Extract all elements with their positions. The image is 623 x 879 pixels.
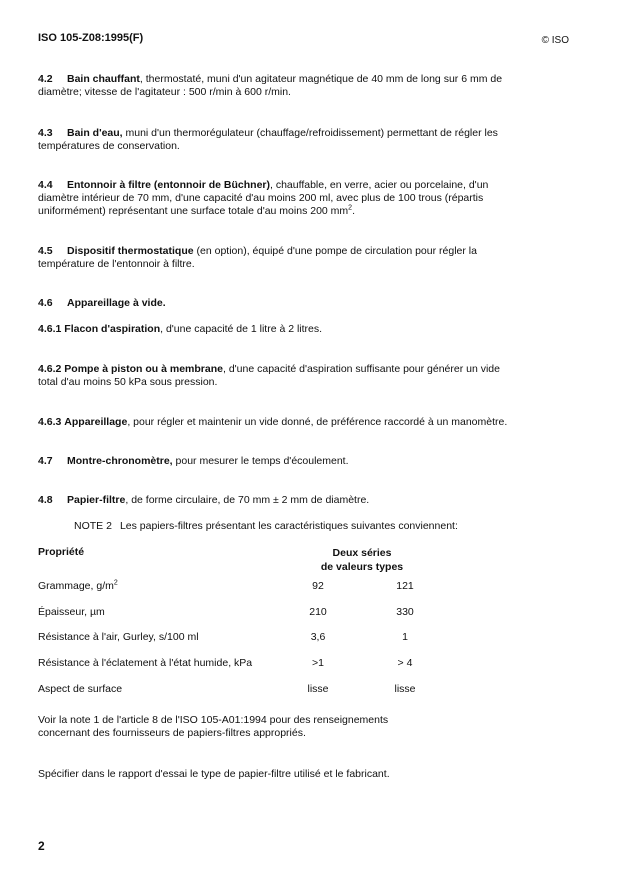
reference-note [38, 714, 558, 740]
section-number: 4.6 [38, 297, 53, 309]
section-number: 4.5 [38, 245, 53, 257]
section-number: 4.7 [38, 455, 53, 467]
table-cell-value-1: 3,6 [310, 631, 326, 643]
table-cell-property: Épaisseur, µm [38, 606, 105, 618]
section-4-6-2 [38, 363, 558, 389]
section-4-4 [38, 179, 558, 218]
section-text: uniformément) représentant une surface totale d'au moins 200 mm [38, 205, 349, 217]
section-4-6-3 [38, 416, 598, 429]
section-text: diamètre intérieur de 70 mm, d'une capacité d'au moins 200 ml, avec plus de 100 trous (répartis [38, 192, 484, 204]
section-title: Flacon d'aspiration [64, 323, 161, 335]
section-text: , pour régler et maintenir un vide donné, de préférence raccordé à un manomètre. [127, 416, 508, 428]
section-title: Bain chauffant [67, 73, 140, 85]
section-text: , thermostaté, muni d'un agitateur magnétique de 40 mm de long sur 6 mm de [139, 73, 503, 85]
table-cell-value-2: 330 [396, 606, 414, 618]
section-4-3 [38, 127, 558, 153]
table-row [38, 631, 538, 645]
table-header-values-line1: Deux séries [332, 547, 392, 559]
section-number: 4.6.1 [38, 323, 62, 335]
section-text: total d'au moins 50 kPa sous pression. [38, 376, 218, 388]
section-number: 4.8 [38, 494, 53, 506]
table-cell-value-2: > 4 [397, 657, 413, 669]
copyright-mark: © ISO [541, 35, 569, 46]
section-title: Montre-chronomètre, [67, 455, 173, 467]
superscript: 2 [348, 204, 353, 212]
section-text: muni d'un thermorégulateur (chauffage/refroidissement) permettant de régler les [122, 127, 498, 139]
section-text: , chauffable, en verre, acier ou porcelaine, d'un [270, 179, 489, 191]
table-cell-property: Aspect de surface [38, 683, 123, 695]
table-row [38, 657, 538, 671]
section-text: température de l'entonnoir à filtre. [38, 258, 195, 270]
section-title: Papier-filtre [67, 494, 126, 506]
table-header-values [300, 546, 424, 574]
section-text: . [352, 205, 355, 217]
section-text: températures de conservation. [38, 140, 180, 152]
section-text: , d'une capacité de 1 litre à 2 litres. [160, 323, 323, 335]
section-4-6 [38, 297, 558, 310]
table-cell-property: Résistance à l'air, Gurley, s/100 ml [38, 631, 199, 643]
note-label: NOTE 2 [74, 520, 112, 532]
page-number: 2 [38, 839, 45, 853]
note-text: Les papiers-filtres présentant les caractéristiques suivantes conviennent: [119, 520, 458, 532]
section-title: Pompe à piston ou à membrane [64, 363, 223, 375]
section-4-8 [38, 494, 558, 507]
section-number: 4.6.3 [38, 416, 62, 428]
table-cell-property: Résistance à l'éclatement à l'état humide, kPa [38, 657, 253, 669]
table-cell-value-1: 210 [309, 606, 327, 618]
table-cell-value-1: >1 [312, 657, 324, 669]
section-text: , de forme circulaire, de 70 mm ± 2 mm de diamètre. [125, 494, 370, 506]
document-id: ISO 105-Z08:1995(F) [38, 32, 144, 44]
table-cell-value-2: lisse [394, 683, 416, 695]
section-4-6-1 [38, 323, 558, 336]
table-header-property: Propriété [38, 546, 85, 558]
section-title: Dispositif thermostatique [67, 245, 194, 257]
table-row [38, 683, 538, 697]
table-row [38, 580, 538, 594]
closing-paragraph: Spécifier dans le rapport d'essai le type de papier-filtre utilisé et le fabricant. [38, 768, 390, 780]
table-cell-value-2: 1 [402, 631, 408, 643]
superscript: 2 [113, 579, 118, 587]
section-text: diamètre; vitesse de l'agitateur : 500 r/min à 600 r/min. [38, 86, 291, 98]
section-number: 4.3 [38, 127, 53, 139]
section-text: (en option), équipé d'une pompe de circulation pour régler la [193, 245, 477, 257]
table-cell-value-1: lisse [307, 683, 329, 695]
section-number: 4.6.2 [38, 363, 62, 375]
note-2 [74, 520, 574, 533]
table-header-values-line2: de valeurs types [320, 561, 404, 573]
section-text: , d'une capacité d'aspiration suffisante pour générer un vide [222, 363, 500, 375]
table-cell-value-1: 92 [312, 580, 324, 592]
section-title: Bain d'eau, [67, 127, 123, 139]
reference-note-line: concernant des fournisseurs de papiers-filtres appropriés. [38, 727, 306, 739]
section-title: Appareillage à vide. [67, 297, 166, 309]
table-cell-value-2: 121 [396, 580, 414, 592]
table-cell-property: Grammage, $g/m^2$ [38, 579, 118, 592]
section-title: Appareillage [64, 416, 128, 428]
section-4-5 [38, 245, 558, 271]
table-row [38, 606, 538, 620]
section-number: 4.2 [38, 73, 53, 85]
section-4-7 [38, 455, 558, 468]
section-text: pour mesurer le temps d'écoulement. [172, 455, 349, 467]
section-number: 4.4 [38, 179, 53, 191]
reference-note-line: Voir la note 1 de l'article 8 de l'ISO 105-A01:1994 pour des renseignements [38, 714, 389, 726]
section-4-2 [38, 73, 558, 99]
section-title: Entonnoir à filtre (entonnoir de Büchner) [67, 179, 270, 191]
